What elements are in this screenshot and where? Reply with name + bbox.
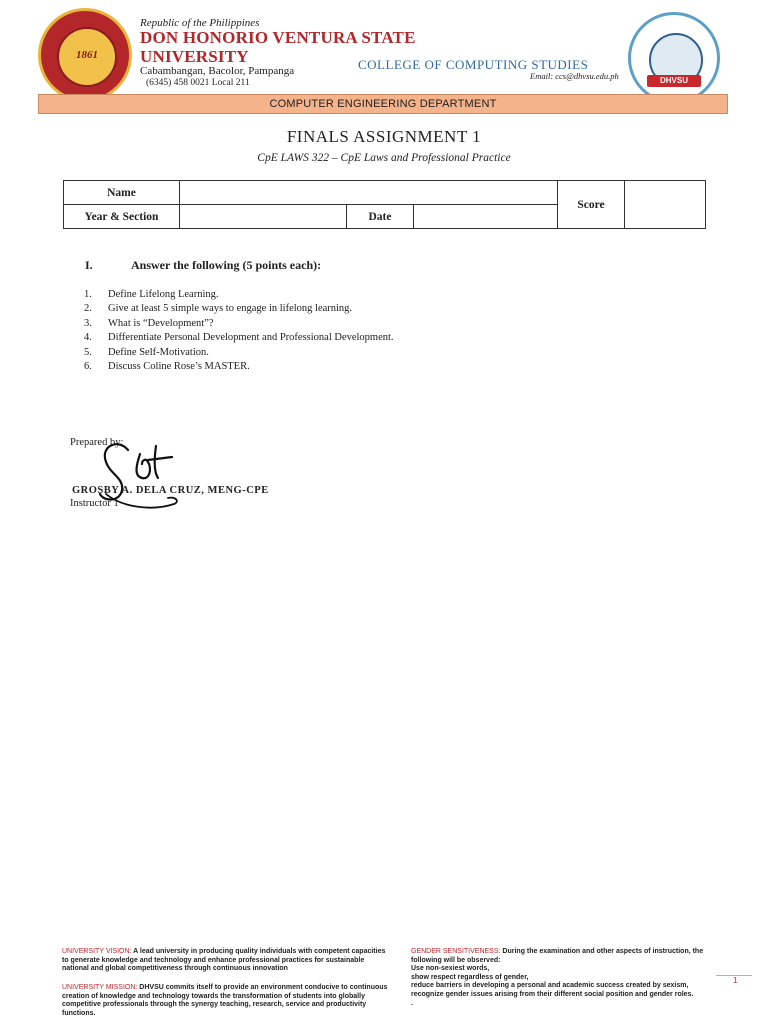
university-seal-logo (38, 8, 132, 102)
university-address: Cabambangan, Bacolor, Pampanga (140, 65, 295, 77)
republic-line: Republic of the Philippines (140, 17, 260, 29)
gender-text: During the examination and other aspects of instruction, the following will be observed: (411, 948, 704, 964)
question-text: Define Lifelong Learning. (108, 289, 219, 300)
university-name-line1: DON HONORIO VENTURA STATE (140, 28, 416, 47)
gender-line: recognize gender issues arising from their different social position and gender roles. (411, 990, 694, 998)
document-title: FINALS ASSIGNMENT 1 (286, 127, 482, 146)
year-section-label: Year & Section (64, 205, 180, 229)
mission-text: DHVSU commits itself to provide an environment conducive to continuous creation of knowledge and technology towards the transformation of students into globally competitive professionals through the synergy teaching, research, service and productivity functions. (62, 984, 388, 1017)
university-phone: (6345) 458 0021 Local 211 (146, 78, 250, 88)
student-info-table (63, 180, 706, 229)
gender-line: show respect regardless of gender, (411, 973, 529, 981)
question-number: 1. (84, 289, 92, 300)
preparer-name: GROSBY A. DELA CRUZ, MENG-CPE (72, 485, 269, 496)
question-text: What is “Development”? (108, 317, 214, 329)
question-list (72, 288, 394, 374)
preparer-role: Instructor 1 (70, 498, 119, 509)
score-field[interactable] (625, 181, 706, 229)
question-item (72, 331, 394, 345)
question-number: 2. (84, 303, 92, 315)
vision-text: A lead university in producing quality individuals with competent capacities to generate knowledge and technology and enhance professional practices for sustainable national and global competitiveness through continuous innovation (62, 948, 386, 973)
question-number: 3. (84, 317, 92, 329)
question-item (72, 302, 394, 316)
score-label: Score (558, 181, 625, 229)
question-text: Differentiate Personal Development and Professional Development. (108, 332, 394, 344)
college-name: COLLEGE OF COMPUTING STUDIES (358, 57, 589, 72)
question-number: 6. (84, 361, 92, 373)
date-label: Date (347, 205, 414, 229)
gender-sensitiveness (411, 948, 711, 1008)
section-title: Answer the following (5 points each): (131, 258, 322, 272)
date-field[interactable] (414, 205, 558, 229)
department-banner: COMPUTER ENGINEERING DEPARTMENT (38, 94, 728, 114)
question-number: 4. (84, 332, 92, 344)
section-number: I. (85, 258, 93, 272)
gender-line: reduce barriers in developing a personal and academic success created by sexism, (411, 982, 689, 990)
name-field[interactable] (180, 181, 558, 205)
university-name-line2: UNIVERSITY (140, 47, 249, 66)
question-item (72, 317, 394, 331)
question-item (72, 360, 394, 374)
question-item (72, 288, 394, 302)
question-text: Define Self-Motivation. (108, 346, 209, 358)
prepared-by-label: Prepared by: (70, 437, 124, 448)
name-label: Name (64, 181, 180, 205)
gender-line: Use non-sexiest words, (411, 965, 490, 973)
vision-label: UNIVERSITY VISION: (62, 948, 132, 955)
university-vision (62, 948, 392, 974)
seal-inner-ring (57, 27, 117, 87)
course-subtitle: CpE LAWS 322 – CpE Laws and Professional Practice (257, 152, 511, 164)
university-mission (62, 984, 392, 1018)
question-item (72, 346, 394, 360)
gender-line: . (411, 999, 413, 1007)
seal-year: 1861 (76, 49, 98, 61)
college-email: Email: ccs@dhvsu.edu.ph (530, 71, 619, 81)
seal-tag: DHVSU (647, 75, 701, 87)
page-number: 1 (733, 976, 738, 985)
year-section-field[interactable] (180, 205, 347, 229)
question-number: 5. (84, 346, 92, 358)
question-text: Discuss Coline Rose’s MASTER. (108, 361, 250, 373)
gender-label: GENDER SENSITIVENESS: (411, 948, 501, 955)
mission-label: UNIVERSITY MISSION: (62, 984, 138, 991)
question-text: Give at least 5 simple ways to engage in lifelong learning. (108, 303, 353, 315)
college-seal-logo (628, 12, 720, 104)
